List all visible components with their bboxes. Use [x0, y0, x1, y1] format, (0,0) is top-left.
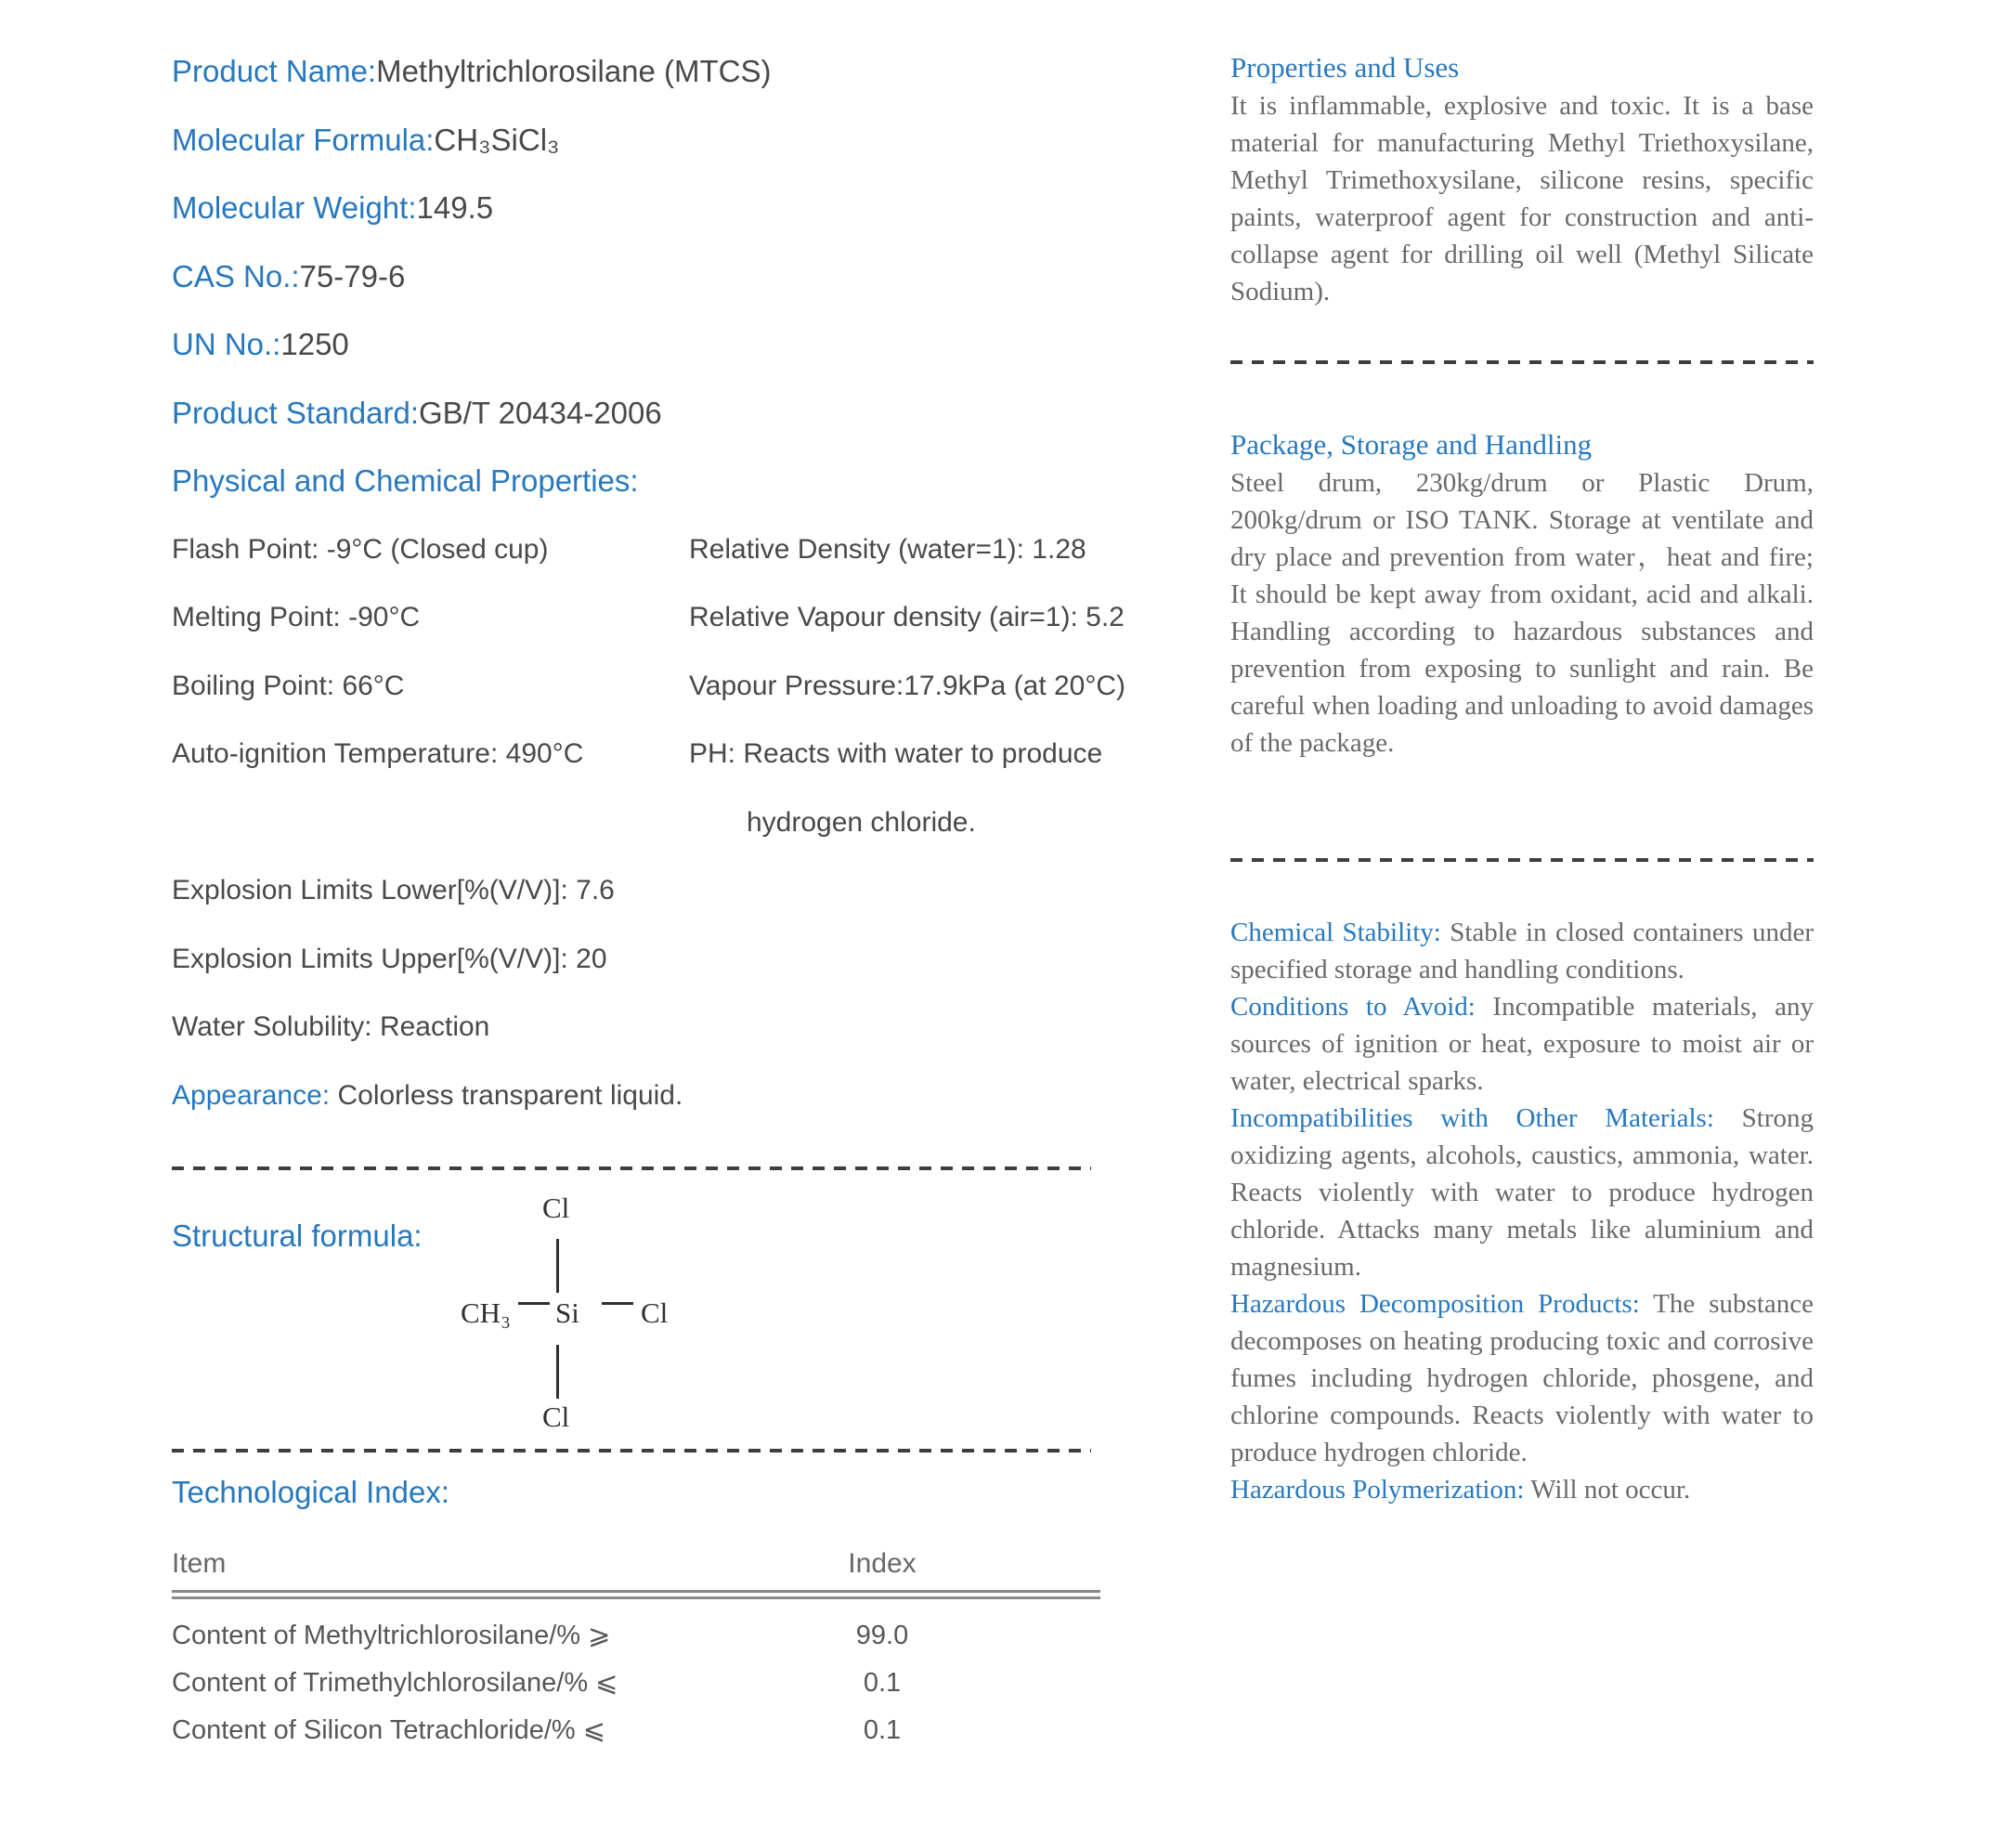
conditions-to-avoid-note	[1230, 988, 1814, 1100]
left-divider-bottom	[172, 1449, 1091, 1453]
molecular-weight-row	[172, 174, 1128, 242]
relative-density: Relative Density (water=1): 1.28	[689, 533, 1086, 565]
product-standard-label: Product Standard:	[172, 395, 419, 430]
left-divider-top	[172, 1166, 1091, 1170]
conditions-to-avoid-body: Incompatible materials, any sources of ignition or heat, exposure to moist air or water, electrical sparks.	[1230, 992, 1814, 1096]
technological-index-title: Technological Index:	[172, 1475, 450, 1509]
chemical-stability-body: Stable in closed containers under specified storage and handling conditions.	[1230, 918, 1814, 984]
table-cell-item-2: Content of Trimethylchlorosilane/% ⩽	[172, 1668, 618, 1698]
incompatibilities-heading: Incompatibilities with Other Materials:	[1230, 1103, 1714, 1133]
hazardous-decomposition-body: The substance decomposes on heating producing toxic and corrosive fumes including hydrogen chloride, phosgene, and chlorine compounds. Reacts violently with water to produce hydrogen chloride.	[1230, 1289, 1814, 1467]
package-storage-body: Steel drum, 230kg/drum or Plastic Drum, 200kg/drum or ISO TANK. Storage at ventilate and dry place and prevention from water，heat and fire; It should be kept away from oxidant, acid and alkali. Handling according to hazardous substances and prevention from exposing to sunlight and rain. Be careful when loading and unloading to avoid damages of the package.	[1230, 468, 1814, 758]
product-name-value: Methyltrichlorosilane (MTCS)	[376, 54, 772, 88]
product-name-row	[172, 37, 1128, 106]
flash-point: Flash Point: -9°C (Closed cup)	[172, 533, 549, 565]
tech-index-table-header	[172, 1544, 1128, 1584]
structural-formula-label: Structural formula:	[172, 1218, 423, 1253]
un-no-value: 1250	[280, 327, 349, 361]
ph-line-2: hydrogen chloride.	[747, 806, 976, 838]
bond-horizontal-right	[602, 1302, 633, 1305]
melting-point: Melting Point: -90°C	[172, 602, 421, 632]
chemical-stability-heading: Chemical Stability:	[1230, 918, 1441, 947]
properties-and-uses-body: It is inflammable, explosive and toxic. It is a base material for manufacturing Methyl Triethoxysilane, Methyl Trimethoxysilane, silicone resins, specific paints, waterproof agent for construction and anti-collapse agent for drilling oil well (Methyl Silicate Sodium).	[1230, 91, 1814, 306]
properties-and-uses-heading: Properties and Uses	[1230, 51, 1460, 84]
tech-index-table-body	[172, 1612, 1128, 1754]
table-cell-index-1: 99.0	[855, 1621, 909, 1650]
molecular-formula-label: Molecular Formula:	[172, 122, 435, 157]
bond-vertical-bottom	[556, 1345, 559, 1399]
un-no-row	[172, 310, 1128, 379]
physical-properties-heading: Physical and Chemical Properties:	[172, 463, 639, 498]
package-storage-heading: Package, Storage and Handling	[1230, 428, 1593, 461]
boiling-point: Boiling Point: 66°C	[172, 670, 405, 701]
right-divider-2	[1230, 858, 1814, 862]
atom-cl-top: Cl	[542, 1192, 570, 1224]
cas-no-row	[172, 242, 1128, 311]
table-double-rule	[172, 1590, 1100, 1599]
physical-row-4	[172, 720, 1128, 788]
atom-cl-right: Cl	[641, 1296, 669, 1329]
atom-si: Si	[555, 1296, 579, 1329]
table-row	[172, 1612, 1128, 1660]
molecular-formula-row	[172, 106, 1128, 175]
right-column	[1230, 48, 1814, 1508]
un-no-label: UN No.:	[172, 327, 281, 361]
table-cell-item-1: Content of Methyltrichlorosilane/% ⩾	[172, 1621, 611, 1650]
table-cell-index-3: 0.1	[863, 1715, 902, 1745]
auto-ignition-temperature: Auto-ignition Temperature: 490°C	[172, 738, 584, 769]
hazardous-polymerization-note	[1230, 1471, 1814, 1508]
ph-line-1: PH: Reacts with water to produce	[689, 738, 1103, 769]
hazardous-decomposition-heading: Hazardous Decomposition Products:	[1230, 1289, 1640, 1319]
water-solubility: Water Solubility: Reaction	[172, 1011, 490, 1042]
appearance-label: Appearance:	[172, 1079, 331, 1111]
explosion-limit-lower: Explosion Limits Lower[%(V/V)]: 7.6	[172, 875, 615, 905]
appearance-row	[172, 1062, 1128, 1130]
table-header-index: Index	[848, 1548, 917, 1579]
table-cell-index-2: 0.1	[863, 1668, 902, 1698]
product-standard-value: GB/T 20434-2006	[419, 395, 662, 430]
bond-horizontal-left	[518, 1302, 550, 1305]
atom-ch3: CH₃	[461, 1296, 511, 1329]
molecular-weight-value: 149.5	[416, 190, 494, 225]
table-row	[172, 1707, 1128, 1754]
explosion-limit-upper: Explosion Limits Upper[%(V/V)]: 20	[172, 943, 607, 974]
right-divider-1	[1230, 360, 1814, 364]
incompatibilities-note	[1230, 1100, 1814, 1285]
hazardous-polymerization-body: Will not occur.	[1524, 1475, 1691, 1505]
table-row	[172, 1660, 1128, 1707]
bond-vertical-top	[556, 1239, 559, 1293]
chemical-stability-note	[1230, 914, 1814, 988]
appearance-value: Colorless transparent liquid.	[330, 1079, 683, 1111]
product-standard-row	[172, 379, 1128, 448]
cas-no-value: 75-79-6	[299, 258, 406, 293]
product-name-label: Product Name:	[172, 54, 377, 88]
physical-row-3	[172, 652, 1128, 721]
physical-row-1	[172, 515, 1128, 584]
product-summary-list	[172, 37, 1128, 1129]
conditions-to-avoid-heading: Conditions to Avoid:	[1230, 992, 1476, 1022]
molecular-formula-value: CH₃SiCl₃	[434, 122, 560, 157]
vapour-pressure: Vapour Pressure:17.9kPa (at 20°C)	[689, 670, 1126, 701]
physical-row-2	[172, 583, 1128, 652]
hazardous-polymerization-heading: Hazardous Polymerization:	[1230, 1475, 1525, 1505]
incompatibilities-body: Strong oxidizing agents, alcohols, caustics, ammonia, water. Reacts violently with water to produce hydrogen chloride. Attacks many metals like aluminium and magnesium.	[1230, 1103, 1814, 1282]
atom-cl-bottom: Cl	[542, 1401, 570, 1433]
hazardous-decomposition-note	[1230, 1285, 1814, 1471]
molecular-weight-label: Molecular Weight:	[172, 190, 417, 225]
table-header-item: Item	[172, 1548, 227, 1579]
table-cell-item-3: Content of Silicon Tetrachloride/% ⩽	[172, 1715, 606, 1745]
relative-vapour-density: Relative Vapour density (air=1): 5.2	[689, 602, 1125, 632]
cas-no-label: CAS No.:	[172, 258, 300, 293]
